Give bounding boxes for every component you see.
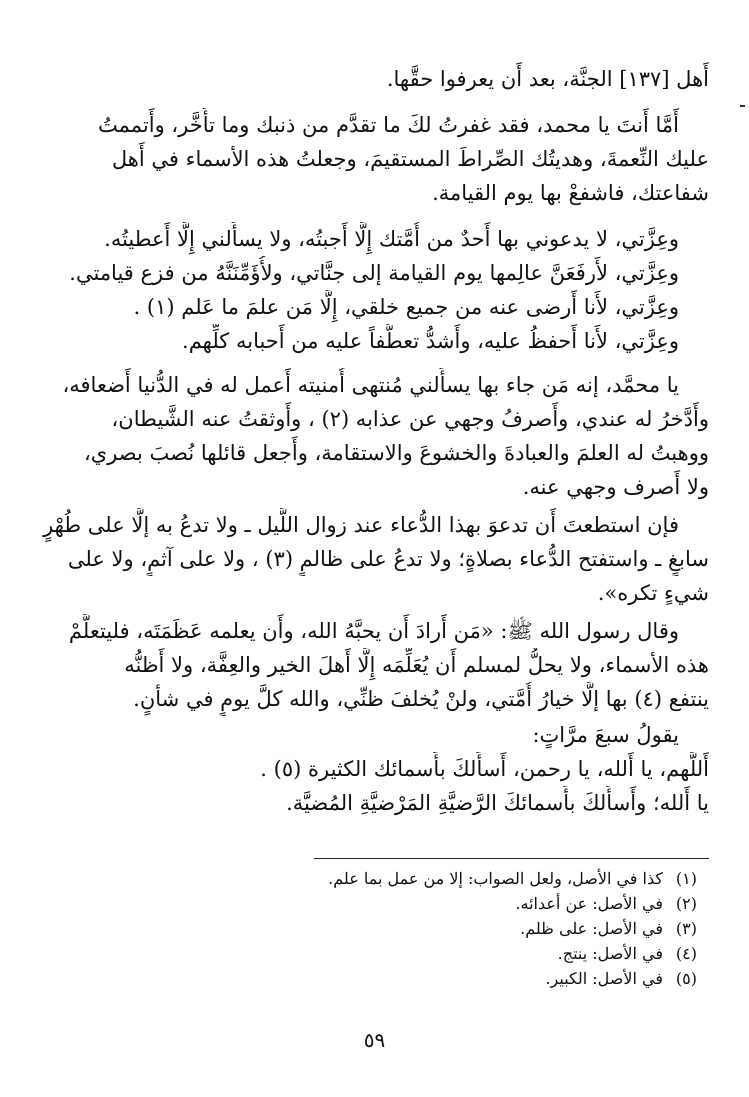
text-line: وقال رسول الله ﷺ: «مَن أَرادَ أَن يحبَّهُ الله، وأَن يعلمه عَظَمَتَه، فليتعلَّمْ xyxy=(68,619,679,643)
paragraph-hadith xyxy=(39,614,709,716)
text-line: وعِزَّتي، لأَنا أَحفظُ عليه، وأَشدُّ تعطُّفاً عليه من أَحبابه كلِّهم. xyxy=(182,329,679,353)
paragraph-oaths xyxy=(39,222,709,358)
text-line: وأَدَّخرُ له عندي، وأَصرفُ وجهي عن عذابه (٢) ، وأَوثقتُ عنه الشَّيطان، xyxy=(111,407,709,431)
text-line: ووهبتُ له العلمَ والعبادةَ والخشوعَ والاستقامة، وأَجعل قائلها نُصبَ بصري، xyxy=(83,441,709,465)
text-line: أَمَّا أَنتَ يا محمد، فقد غفرتُ لكَ ما تقدَّم من ذنبك وما تأَخَّر، وأَتممتُ xyxy=(98,113,679,137)
text-line: أَهل [١٣٧] الجنَّة، بعد أَن يعرفوا حقَّها. xyxy=(386,67,709,91)
footnote-text: كذا في الأصل، ولعل الصواب: إلا من عمل بما علم. xyxy=(328,869,663,888)
footnote-item xyxy=(57,941,697,966)
footnote-number: (١) xyxy=(675,869,697,888)
text-line: وعِزَّتي، لا يدعوني بها أَحدٌ من أُمَّتك إِلَّا أَجبتُه، ولا يسأَلني إِلَّا أَعطيتُه. xyxy=(104,227,679,251)
text-line: عليك النِّعمةَ، وهديتُك الصِّراطَ المستقيمَ، وجعلتُ هذه الأسماء في أَهل xyxy=(111,147,709,171)
footnote-text: في الأصل: الكبير. xyxy=(545,969,663,988)
footnote-number: (٢) xyxy=(675,894,697,913)
footnote-number: (٤) xyxy=(675,944,697,963)
text-line: ينتفع (٤) بها إلَّا خيارُ أُمَّتي، ولنْ يُخلفَ ظنِّي، والله كلَّ يومٍ في شأنٍ. xyxy=(133,687,709,711)
footnote-text: في الأصل: ينتج. xyxy=(557,944,663,963)
paragraph-ya-muhammad xyxy=(39,368,709,504)
paragraph-dua-instructions xyxy=(39,508,709,610)
footnote-text: في الأصل: على ظلم. xyxy=(520,919,663,938)
footnote-item xyxy=(57,891,697,916)
text-line: يا محمَّد، إنه مَن جاء بها يسأَلني مُنتهى أُمنيته أَعمل له في الدُّنيا أَضعافه، xyxy=(62,373,679,397)
text-line: وعِزَّتي، لأَرفَعَنَّ عالِمها يوم القيامة إلى جنَّاتي، ولأُؤَمِّنَنَّهُ من فزع قيامتي. xyxy=(69,261,679,285)
text-line: شيءٍ تكره». xyxy=(597,581,709,605)
footnotes xyxy=(57,866,697,991)
text-line: شفاعتك، فاشفعْ بها يوم القيامة. xyxy=(432,181,709,205)
footnote-separator xyxy=(314,858,709,859)
text-line: يا أَلله؛ وأَسأَلكَ بأَسمائكَ الرَّضيَّةِ المَرْضيَّةِ المُضيَّة. xyxy=(286,791,709,815)
footnote-item xyxy=(57,866,697,891)
text-line: هذه الأسماء، ولا يحلُّ لمسلم أَن يُعَلِّمَه إِلَّا أَهلَ الخير والعِفَّة، ولا أَظنُّه xyxy=(124,653,709,677)
footnote-item xyxy=(57,916,697,941)
footnote-number: (٣) xyxy=(675,919,697,938)
paragraph-supplication xyxy=(39,718,709,820)
text-line: وعِزَّتي، لأَنا أَرضى عنه من جميع خلقي، إِلَّا مَن علمَ ما عَلم (١) . xyxy=(133,295,679,319)
footnote-number: (٥) xyxy=(675,969,697,988)
text-line: أَللَّهم، يا أَلله، يا رحمن، أَسأَلكَ بأَسمائك الكثيرة (٥) . xyxy=(260,757,709,781)
margin-mark xyxy=(740,105,745,107)
paragraph-continuation xyxy=(69,62,709,96)
page-number: ٥٩ xyxy=(363,1028,386,1052)
text-line: ولا أَصرف وجهي عنه. xyxy=(522,475,709,499)
text-line: يقولُ سبعَ مرَّاتٍ: xyxy=(532,723,679,747)
footnote-text: في الأصل: عن أعدائه. xyxy=(515,894,663,913)
paragraph-forgiveness xyxy=(39,108,709,210)
text-line: سابغٍ ـ واستفتح الدُّعاء بصلاةٍ؛ ولا تدعُ على ظالمٍ (٣) ، ولا على آثمٍ، ولا على xyxy=(67,547,709,571)
text-line: فإن استطعتَ أَن تدعوَ بهذا الدُّعاء عند زوال اللَّيل ـ ولا تدعُ به إلَّا على طُهْرٍ xyxy=(43,513,679,537)
footnote-item xyxy=(57,966,697,991)
